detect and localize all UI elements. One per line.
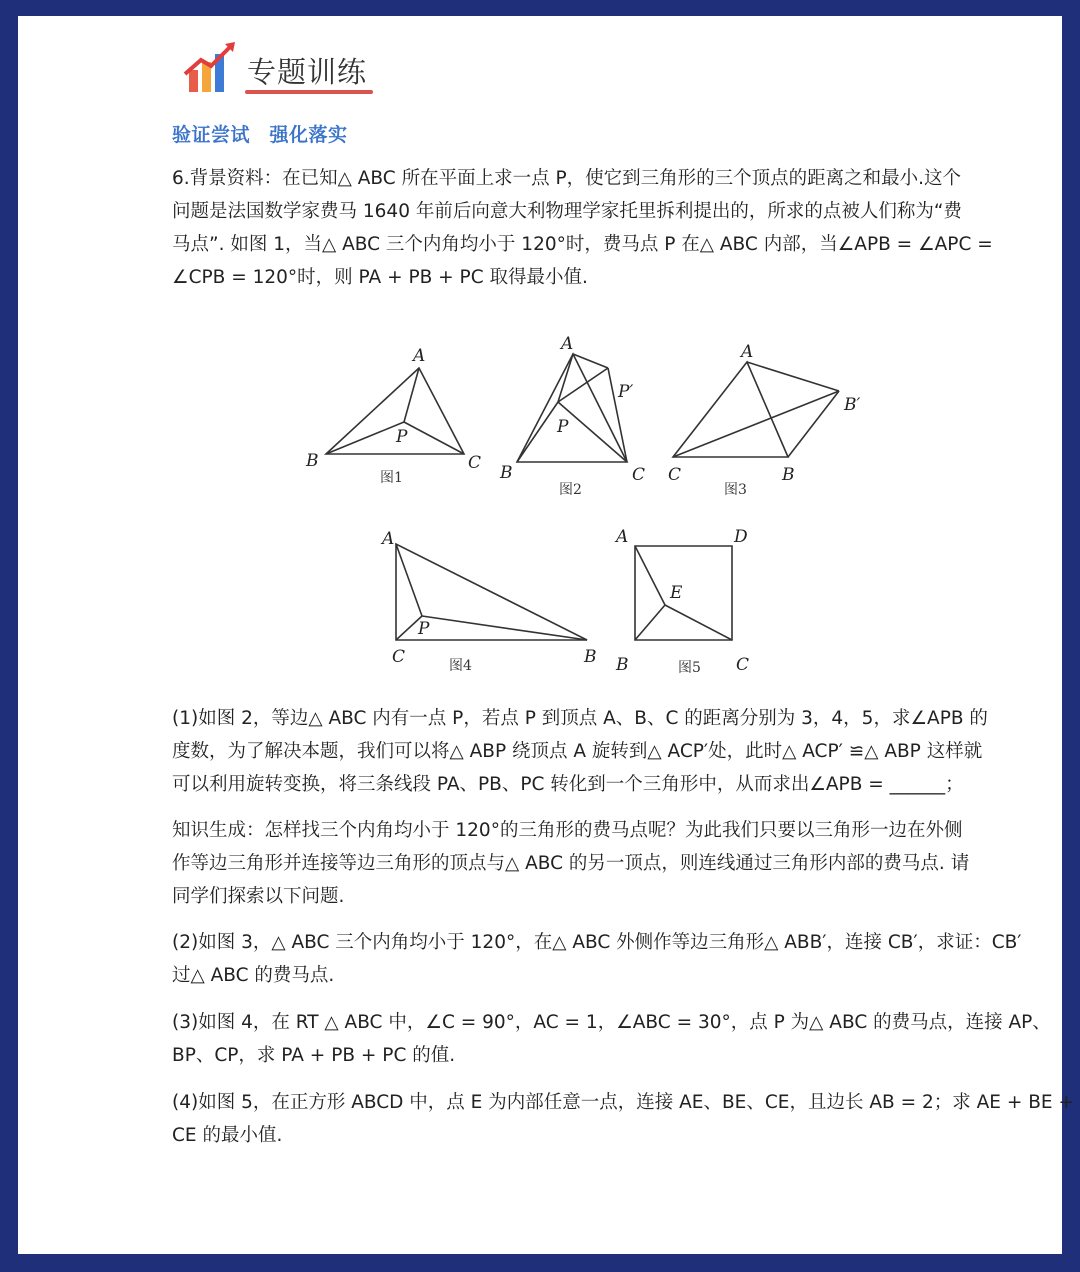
fig1-label-p: P [396, 427, 408, 447]
knowledge-line: 知识生成：怎样找三个内角均小于 120°的三角形的费马点呢？为此我们只要以三角形一边在外侧 [172, 820, 963, 841]
fig1-label-b: B [306, 451, 319, 471]
fig2-label-b: B [500, 463, 513, 483]
fig1-triangle [326, 368, 464, 454]
fig1-label-a: A [413, 346, 426, 366]
worksheet-page [18, 16, 1074, 1254]
fig2-label-p: P [557, 417, 569, 437]
logo-bar-1 [189, 70, 198, 92]
q4-line: (4)如图 5，在正方形 ABCD 中，点 E 为内部任意一点，连接 AE、BE、CE，且边长 AB = 2；求 AE + BE + [172, 1092, 1074, 1113]
question-3 [172, 1006, 1051, 1072]
fig5-label-e: E [670, 583, 683, 603]
fig4-label-b: B [584, 647, 597, 667]
knowledge-paragraph [172, 814, 972, 913]
fig4-label-p: P [418, 619, 430, 639]
fig1-caption: 图1 [380, 470, 403, 486]
figure-4 [380, 529, 597, 674]
section-subtitle: 验证尝试 强化落实 [172, 124, 348, 146]
q3-line: BP、CP，求 PA + PB + PC 的值. [172, 1045, 456, 1066]
figure-1 [305, 346, 481, 486]
intro-line: 6.背景资料：在已知△ ABC 所在平面上求一点 P，使它到三角形的三个顶点的距离之和最小.这个 [172, 168, 961, 189]
figure-3 [668, 342, 860, 498]
fig1-pb [326, 422, 404, 454]
fig4-label-c: C [392, 647, 406, 667]
q1-line: 可以利用旋转变换，将三条线段 PA、PB、PC 转化到一个三角形中，从而求出∠APB = ______； [172, 774, 964, 795]
figure-5 [614, 527, 749, 676]
header-title: 专题训练 [247, 55, 368, 89]
fig3-ab1 [747, 362, 839, 391]
q3-line: (3)如图 4，在 RT △ ABC 中，∠C = 90°，AC = 1，∠ABC = 30°，点 P 为△ ABC 的费马点，连接 AP、 [172, 1012, 1051, 1033]
fig5-caption: 图5 [678, 660, 701, 676]
fig3-label-b1: B′ [844, 395, 861, 415]
fig4-caption: 图4 [449, 658, 472, 674]
fig5-ae [635, 546, 665, 605]
fig3-label-c: C [668, 465, 682, 485]
fig2-label-c: C [632, 465, 646, 485]
intro-line: 马点”. 如图 1，当△ ABC 三个内角均小于 120°时，费马点 P 在△ ABC 内部，当∠APB = ∠APC = [172, 234, 993, 255]
intro-line: 问题是法国数学家费马 1640 年前后向意大利物理学家托里拆利提出的，所求的点被人们称为“费 [172, 201, 962, 222]
fig5-label-a: A [616, 527, 629, 547]
q1-line: 度数，为了解决本题，我们可以将△ ABP 绕顶点 A 旋转到△ ACP′处，此时△ ACP′ ≌△ ABP 这样就 [172, 741, 983, 762]
question-2 [172, 926, 1022, 992]
fig5-ce [665, 605, 732, 640]
fig3-caption: 图3 [724, 482, 747, 498]
knowledge-line: 同学们探索以下问题. [172, 886, 345, 907]
fig1-pa [404, 368, 419, 422]
fig1-label-c: C [468, 453, 482, 473]
fig2-label-p1: P′ [618, 382, 634, 402]
header [183, 40, 583, 110]
fig5-label-d: D [734, 527, 748, 547]
fig5-be [635, 605, 665, 640]
intro-line: ∠CPB = 120°时，则 PA + PB + PC 取得最小值. [172, 267, 588, 288]
fig4-label-a: A [382, 529, 395, 549]
fig3-label-b: B [782, 465, 795, 485]
chart-logo-icon [183, 40, 245, 96]
fig2-label-a: A [561, 334, 574, 354]
fig5-label-b: B [616, 655, 629, 675]
question-4 [172, 1086, 1074, 1152]
fig5-square [635, 546, 732, 640]
intro-paragraph [172, 162, 993, 294]
q2-line: 过△ ABC 的费马点. [172, 965, 335, 986]
figures-row-2 [18, 510, 1062, 680]
q2-line: (2)如图 3，△ ABC 三个内角均小于 120°，在△ ABC 外侧作等边三角形△ ABB′，连接 CB′，求证：CB′ [172, 932, 1022, 953]
fig5-label-c: C [736, 655, 750, 675]
fig2-pb [517, 402, 558, 462]
question-1 [172, 702, 988, 801]
q4-line: CE 的最小值. [172, 1125, 283, 1146]
fig2-triangle [517, 354, 627, 462]
fig3-label-a: A [741, 342, 754, 362]
fig2-caption: 图2 [559, 482, 582, 498]
header-underline [245, 90, 373, 94]
figures-row-1 [18, 316, 1062, 506]
q1-line: (1)如图 2，等边△ ABC 内有一点 P，若点 P 到顶点 A、B、C 的距离分别为 3，4，5，求∠APB 的 [172, 708, 988, 729]
knowledge-line: 作等边三角形并连接等边三角形的顶点与△ ABC 的另一顶点，则连线通过三角形内部的费马点. 请 [172, 853, 970, 874]
fig3-triangle [673, 362, 788, 457]
figure-2 [499, 334, 645, 498]
